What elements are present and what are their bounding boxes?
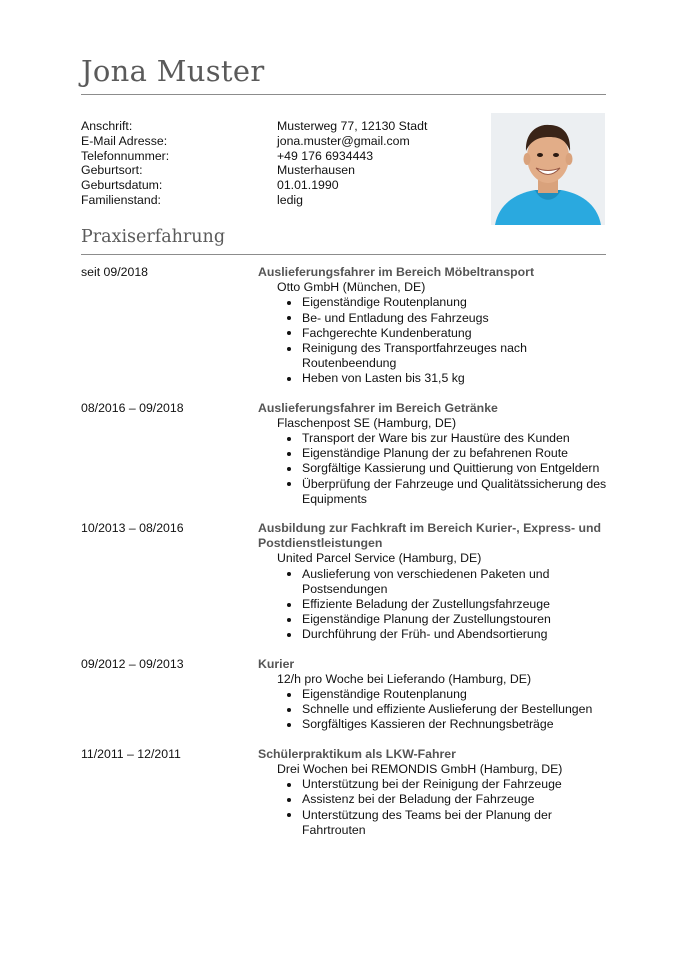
task-item: Assistenz bei der Beladung der Fahrzeuge (302, 792, 611, 807)
job-company: Drei Wochen bei REMONDIS GmbH (Hamburg, DE) (277, 761, 563, 776)
personal-value: +49 176 6934443 (277, 148, 374, 163)
job-title: Ausbildung zur Fachkraft im Bereich Kurier-, Express- und Postdienstleistungen (258, 521, 602, 551)
task-item: Sorgfältiges Kassieren der Rechnungsbeträge (302, 717, 611, 732)
task-item: Eigenständige Routenplanung (302, 687, 611, 702)
job-body (258, 657, 611, 733)
job-body (258, 401, 611, 507)
job-date: 08/2016 – 09/2018 (81, 400, 184, 415)
job-entry (81, 265, 611, 387)
personal-label: Geburtsdatum: (81, 178, 163, 193)
personal-row (81, 178, 427, 193)
job-entry (81, 657, 611, 733)
section-title: Praxiserfahrung (81, 227, 226, 247)
task-item: Unterstützung bei der Reinigung der Fahrzeuge (302, 777, 611, 792)
job-company: 12/h pro Woche bei Lieferando (Hamburg, DE) (277, 671, 532, 686)
personal-row (81, 134, 427, 149)
personal-label: Geburtsort: (81, 163, 143, 178)
portrait-photo (491, 113, 605, 225)
task-item: Eigenständige Planung der Zustellungstouren (302, 612, 611, 627)
task-item: Reinigung des Transportfahrzeuges nach Routenbeendung (302, 341, 611, 371)
personal-label: Telefonnummer: (81, 148, 170, 163)
header-divider (81, 94, 606, 95)
portrait-icon (491, 113, 605, 225)
job-body (258, 521, 611, 643)
task-list (258, 295, 611, 386)
task-item: Auslieferung von verschiedenen Paketen und Postsendungen (302, 567, 611, 597)
task-item: Durchführung der Früh- und Abendsortierung (302, 627, 611, 642)
personal-label: Anschrift: (81, 119, 133, 133)
personal-value: ledig (277, 192, 303, 207)
job-entry (81, 401, 611, 507)
applicant-name: Jona Muster (81, 54, 265, 88)
task-item: Sorgfältige Kassierung und Quittierung von Entgeldern (302, 461, 611, 476)
personal-row (81, 193, 427, 208)
job-date: 10/2013 – 08/2016 (81, 521, 184, 536)
personal-value: jona.muster@gmail.com (277, 133, 410, 148)
personal-label: Familienstand: (81, 192, 161, 207)
task-item: Heben von Lasten bis 31,5 kg (302, 371, 611, 386)
personal-value: Musterhausen (277, 163, 355, 178)
task-item: Schnelle und effiziente Auslieferung der Bestellungen (302, 702, 611, 717)
job-title: Kurier (258, 656, 295, 671)
task-item: Überprüfung der Fahrzeuge und Qualitätssicherung des Equipments (302, 477, 611, 507)
task-item: Effiziente Beladung der Zustellungsfahrzeuge (302, 597, 611, 612)
job-title: Schülerpraktikum als LKW-Fahrer (258, 746, 456, 761)
personal-value: Musterweg 77, 12130 Stadt (277, 119, 428, 133)
task-list (258, 687, 611, 733)
job-title: Auslieferungsfahrer im Bereich Möbeltransport (258, 265, 535, 279)
task-item: Eigenständige Routenplanung (302, 295, 611, 310)
job-body (258, 747, 611, 838)
job-date: 11/2011 – 12/2011 (81, 746, 181, 761)
personal-row (81, 149, 427, 164)
personal-details (81, 119, 427, 208)
experience-list (81, 265, 611, 852)
job-date: 09/2012 – 09/2013 (81, 656, 184, 671)
job-title: Auslieferungsfahrer im Bereich Getränke (258, 400, 498, 415)
job-date: seit 09/2018 (81, 265, 149, 279)
personal-row (81, 163, 427, 178)
job-company: United Parcel Service (Hamburg, DE) (277, 551, 482, 566)
task-item: Eigenständige Planung der zu befahrenen Route (302, 446, 611, 461)
task-item: Unterstützung des Teams bei der Planung der Fahrtrouten (302, 808, 611, 838)
task-item: Transport der Ware bis zur Haustüre des Kunden (302, 431, 611, 446)
task-list (258, 777, 611, 838)
personal-value: 01.01.1990 (277, 178, 339, 193)
personal-label: E-Mail Adresse: (81, 133, 168, 148)
job-company: Otto GmbH (München, DE) (277, 280, 426, 295)
job-body (258, 265, 611, 387)
task-list (258, 431, 611, 507)
job-entry (81, 747, 611, 838)
task-item: Fachgerechte Kundenberatung (302, 326, 611, 341)
personal-row (81, 119, 427, 134)
task-list (258, 567, 611, 643)
task-item: Be- und Entladung des Fahrzeugs (302, 311, 611, 326)
section-divider (81, 254, 606, 255)
job-entry (81, 521, 611, 643)
job-company: Flaschenpost SE (Hamburg, DE) (277, 415, 457, 430)
